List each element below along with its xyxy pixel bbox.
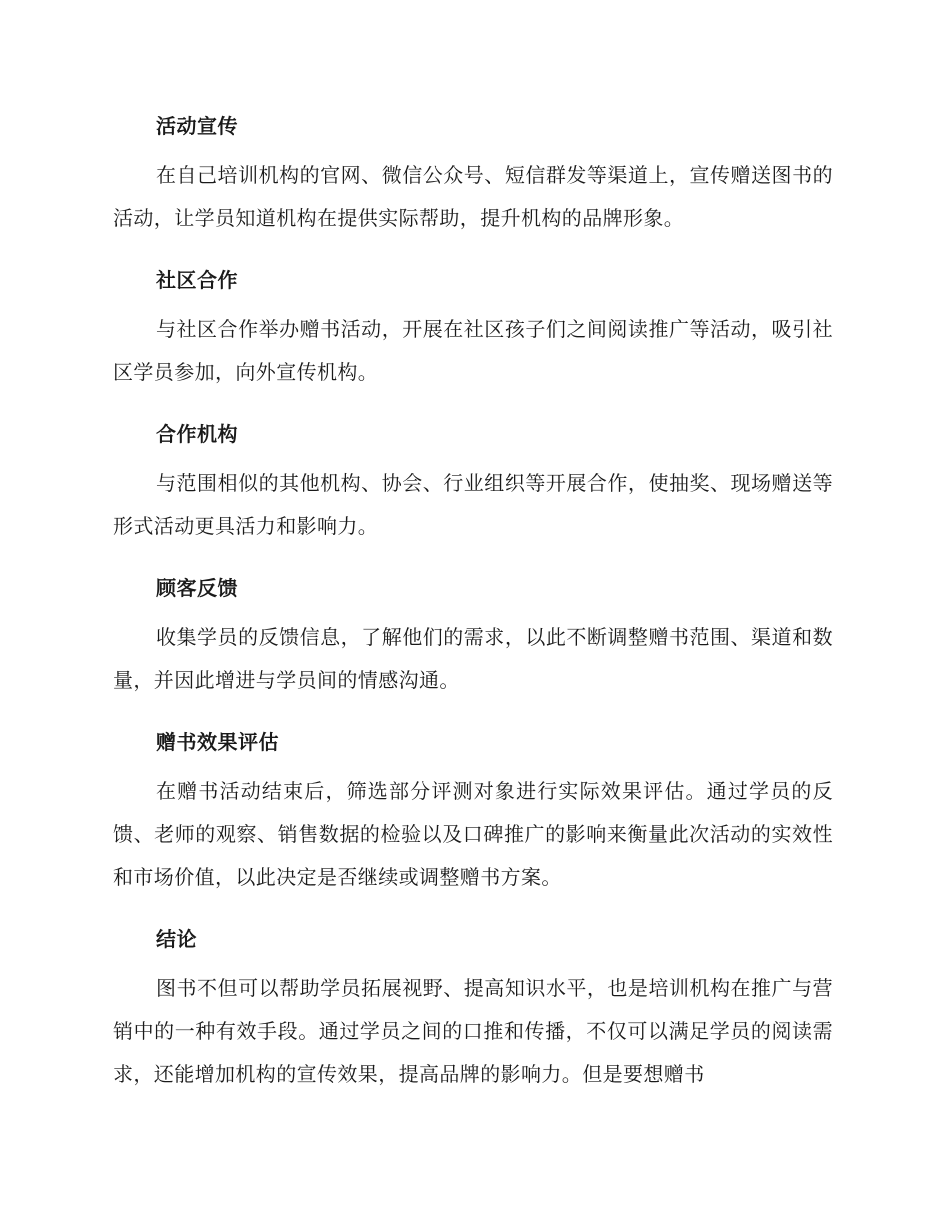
section-paragraph-community-cooperation: 与社区合作举办赠书活动，开展在社区孩子们之间阅读推广等活动，吸引社区学员参加，向外宣传机构。 — [113, 317, 833, 384]
section-paragraph-effect-evaluation: 在赠书活动结束后，筛选部分评测对象进行实际效果评估。通过学员的反馈、老师的观察、销售数据的检验以及口碑推广的影响来衡量此次活动的实效性和市场价值，以此决定是否继续或调整赠书方案。 — [113, 779, 833, 889]
section-paragraph-customer-feedback: 收集学员的反馈信息，了解他们的需求，以此不断调整赠书范围、渠道和数量，并因此增进与学员间的情感沟通。 — [113, 625, 833, 692]
section-heading-partner-institutions: 合作机构 — [156, 422, 238, 446]
section-heading-conclusion: 结论 — [156, 927, 197, 951]
document-content — [113, 104, 833, 1096]
section-heading-effect-evaluation: 赠书效果评估 — [156, 730, 279, 754]
section-heading-customer-feedback: 顾客反馈 — [156, 576, 238, 600]
section-heading-community-cooperation: 社区合作 — [156, 268, 238, 292]
section-paragraph-partner-institutions: 与范围相似的其他机构、协会、行业组织等开展合作，使抽奖、现场赠送等形式活动更具活力和影响力。 — [113, 471, 833, 538]
section-paragraph-activity-promotion: 在自己培训机构的官网、微信公众号、短信群发等渠道上，宣传赠送图书的活动，让学员知道机构在提供实际帮助，提升机构的品牌形象。 — [113, 163, 833, 230]
section-heading-activity-promotion: 活动宣传 — [156, 114, 238, 138]
section-paragraph-conclusion: 图书不但可以帮助学员拓展视野、提高知识水平，也是培训机构在推广与营销中的一种有效手段。通过学员之间的口推和传播，不仅可以满足学员的阅读需求，还能增加机构的宣传效果，提高品牌的影响力。但是要想赠书 — [113, 976, 833, 1086]
